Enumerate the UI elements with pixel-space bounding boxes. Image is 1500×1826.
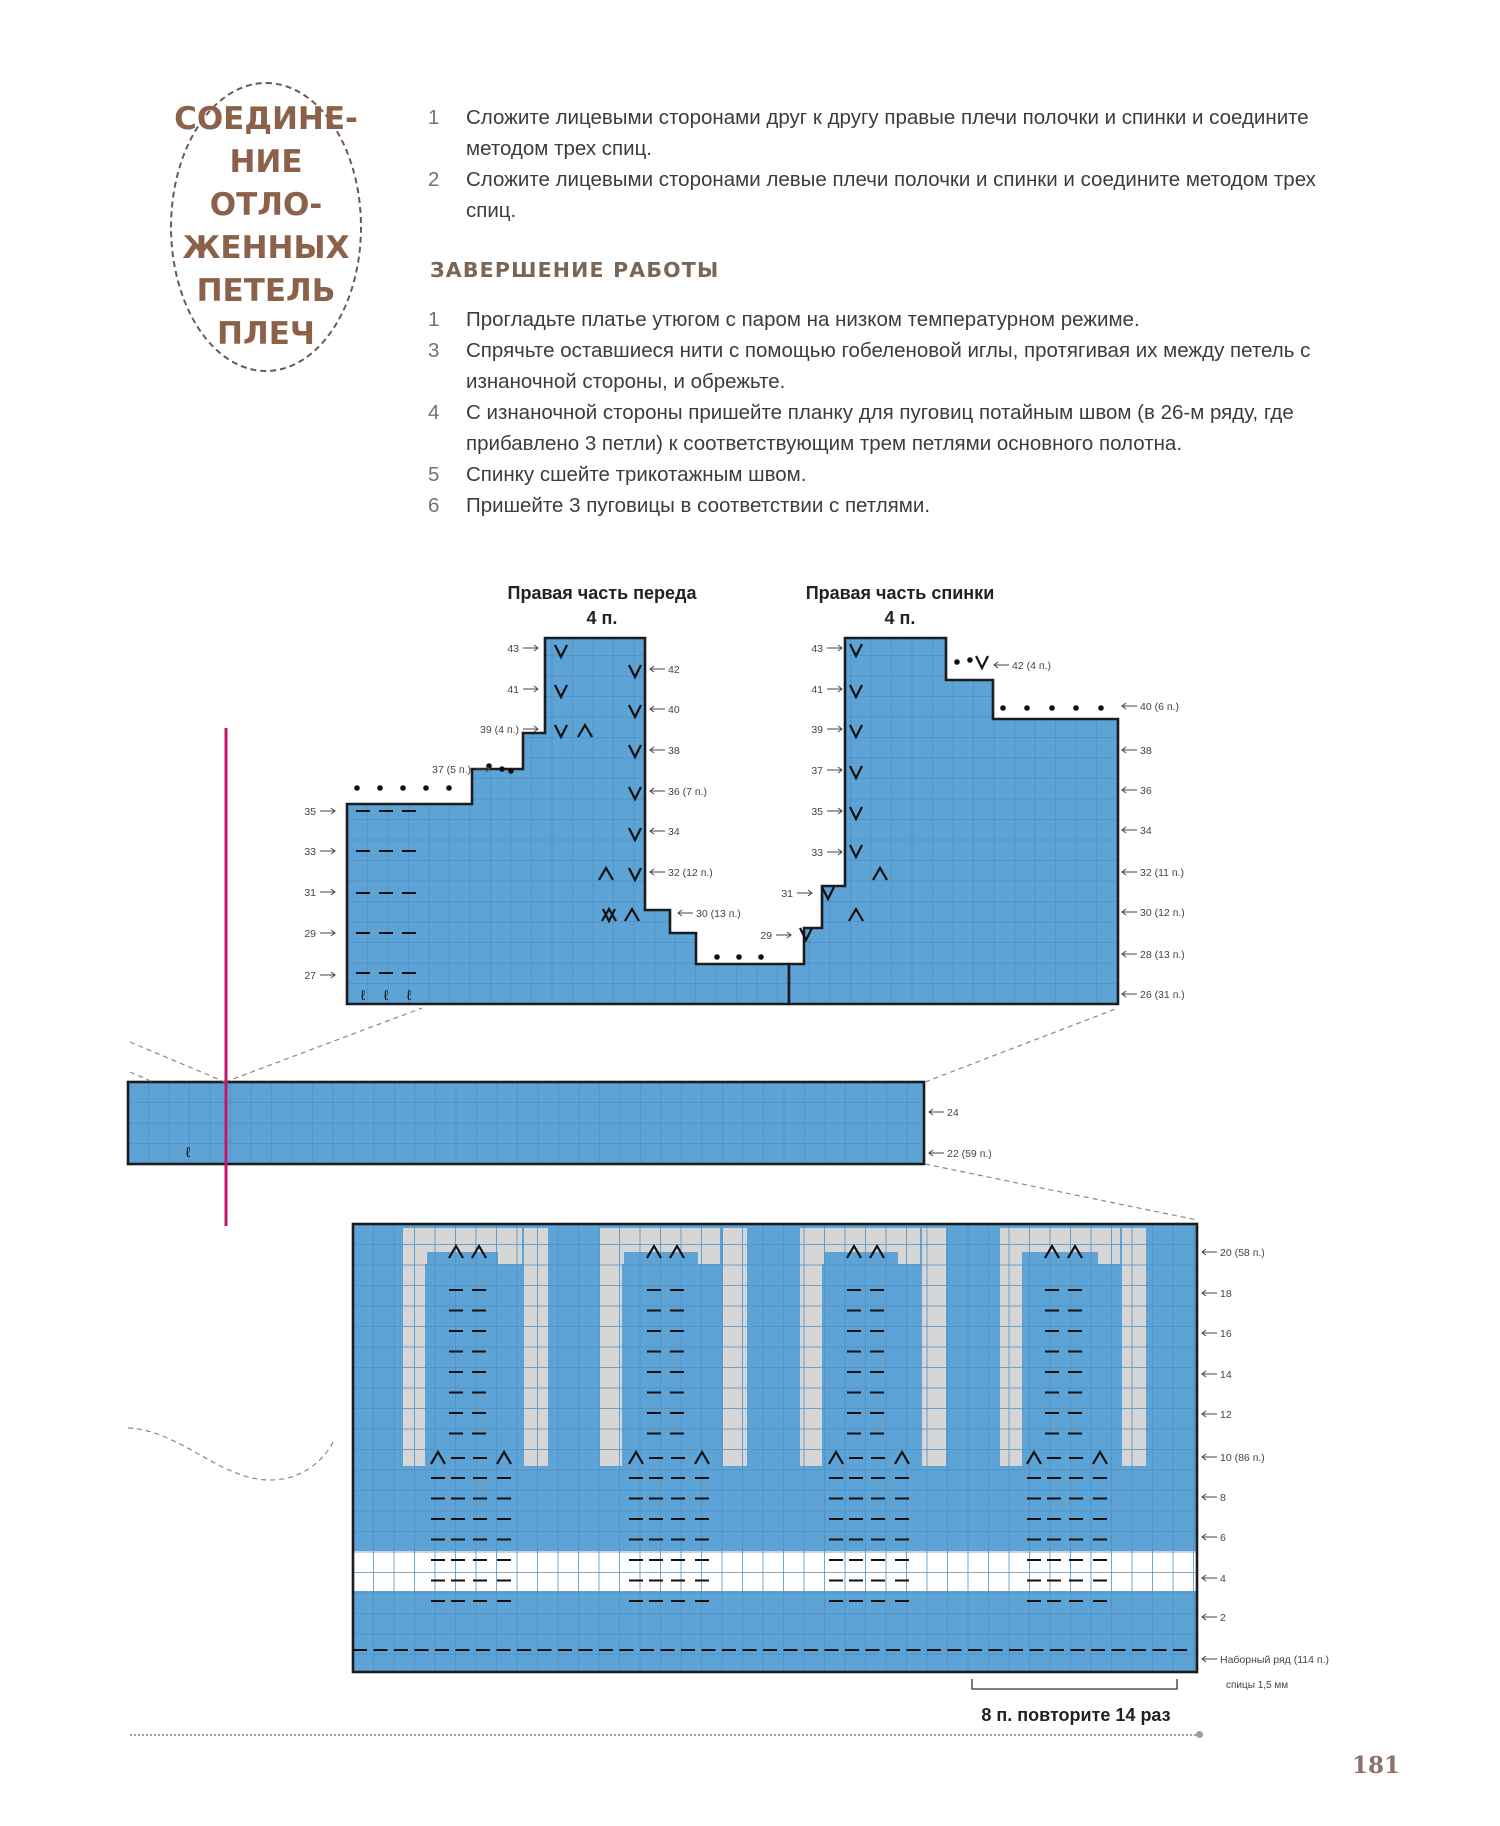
bind-off-dot xyxy=(954,659,960,665)
section-heading: ЗАВЕРШЕНИЕ РАБОТЫ xyxy=(430,258,720,282)
step-number: 5 xyxy=(428,463,440,486)
row-label: 41 xyxy=(507,684,519,696)
front-chart-title: Правая часть переда xyxy=(507,583,697,603)
connector-dashed xyxy=(925,1164,1197,1220)
row-label: 39 (4 п.) xyxy=(480,724,519,736)
connector-dashed xyxy=(130,1042,225,1082)
row-arrow xyxy=(776,932,791,938)
row-label: 33 xyxy=(304,846,316,858)
back-chart-title: Правая часть спинки xyxy=(805,583,995,603)
row-arrow xyxy=(1122,909,1137,915)
row-arrow xyxy=(827,645,842,651)
row-label: Наборный ряд (114 п.) xyxy=(1220,1654,1329,1666)
row-arrow xyxy=(1202,1614,1217,1620)
row-label: 42 (4 п.) xyxy=(1012,660,1051,672)
bind-off-dot xyxy=(446,785,452,791)
connector-dashed xyxy=(925,1008,1118,1082)
row-arrow xyxy=(929,1150,944,1156)
step-number: 6 xyxy=(428,494,440,517)
bind-off-dot xyxy=(1024,705,1030,711)
row-arrow xyxy=(827,686,842,692)
row-arrow xyxy=(650,828,665,834)
row-label: 28 (13 п.) xyxy=(1140,949,1185,961)
row-label: 37 (5 п.) xyxy=(432,764,471,776)
repeat-bracket xyxy=(972,1679,1177,1689)
bind-off-dot xyxy=(967,657,973,663)
step-text: Спрячьте оставшиеся нити с помощью гобеленовой иглы, протягивая их между петель с изнаночной стороны, и обрежьте. xyxy=(466,339,1311,393)
row-arrow xyxy=(827,767,842,773)
row-label: 34 xyxy=(668,826,680,838)
bind-off-dot xyxy=(377,785,383,791)
row-label: 31 xyxy=(781,888,793,900)
row-label: 26 (31 п.) xyxy=(1140,989,1185,1001)
row-arrow xyxy=(320,889,335,895)
row-arrow xyxy=(1122,747,1137,753)
row-arrow xyxy=(994,662,1009,668)
button-loop-symbol: ℓ xyxy=(360,987,366,1003)
step-text: Пришейте 3 пуговицы в соответствии с петлями. xyxy=(466,494,931,517)
row-arrow xyxy=(1202,1494,1217,1500)
row-arrow xyxy=(523,686,538,692)
row-label: 35 xyxy=(811,806,823,818)
row-label: 2 xyxy=(1220,1612,1226,1624)
row-arrow xyxy=(1202,1534,1217,1540)
row-label: 4 xyxy=(1220,1573,1226,1585)
row-arrow xyxy=(523,645,538,651)
row-label: 34 xyxy=(1140,825,1152,837)
row-arrow xyxy=(1202,1656,1217,1662)
bind-off-dot xyxy=(508,768,514,774)
bind-off-dot xyxy=(499,766,505,772)
step-text: Спинку сшейте трикотажным швом. xyxy=(466,463,807,486)
page-number: 181 xyxy=(1352,1752,1401,1779)
row-arrow xyxy=(1202,1411,1217,1417)
front-piece xyxy=(347,638,789,1004)
bind-off-dot xyxy=(1000,705,1006,711)
needle-note: спицы 1,5 мм xyxy=(1226,1680,1289,1691)
row-label: 20 (58 п.) xyxy=(1220,1247,1265,1259)
row-label: 36 xyxy=(1140,785,1152,797)
row-label: 32 (12 п.) xyxy=(668,867,713,879)
row-arrow xyxy=(1122,827,1137,833)
row-arrow xyxy=(929,1109,944,1115)
row-label: 10 (86 п.) xyxy=(1220,1452,1265,1464)
row-label: 27 xyxy=(304,970,316,982)
row-arrow xyxy=(523,726,538,732)
step-number: 4 xyxy=(428,401,440,424)
repeat-note: 8 п. повторите 14 раз xyxy=(981,1705,1171,1725)
row-label: 42 xyxy=(668,664,680,676)
row-arrow xyxy=(320,808,335,814)
row-arrow xyxy=(1122,951,1137,957)
front-chart-subtitle: 4 п. xyxy=(586,608,618,628)
row-arrow xyxy=(1122,787,1137,793)
bottom-rule xyxy=(130,1734,1200,1736)
step-number: 1 xyxy=(428,106,440,129)
chart-grid xyxy=(128,638,1197,1672)
step-number: 3 xyxy=(428,339,440,362)
row-label: 41 xyxy=(811,684,823,696)
row-arrow xyxy=(1122,869,1137,875)
row-label: 30 (12 п.) xyxy=(1140,907,1185,919)
row-label: 29 xyxy=(304,928,316,940)
row-label: 18 xyxy=(1220,1288,1232,1300)
badge-line: НИЕ ОТЛО- xyxy=(209,144,323,223)
row-label: 8 xyxy=(1220,1492,1226,1504)
step-text: Сложите лицевыми сторонами левые плечи полочки и спинки и соедините методом трех спиц. xyxy=(466,168,1316,222)
row-label: 29 xyxy=(760,930,772,942)
row-label: 6 xyxy=(1220,1532,1226,1544)
step-number: 1 xyxy=(428,308,440,331)
row-arrow xyxy=(1202,1290,1217,1296)
back-piece xyxy=(789,638,1118,1004)
row-label: 43 xyxy=(507,643,519,655)
row-label: 32 (11 п.) xyxy=(1140,867,1185,879)
bind-off-dot xyxy=(1049,705,1055,711)
bind-off-dot xyxy=(714,954,720,960)
row-arrow xyxy=(1122,991,1137,997)
row-arrow xyxy=(827,849,842,855)
row-label: 38 xyxy=(1140,745,1152,757)
row-arrow xyxy=(650,666,665,672)
row-label: 39 xyxy=(811,724,823,736)
row-arrow xyxy=(650,788,665,794)
badge-line: ПЛЕЧ xyxy=(217,316,315,352)
row-arrow xyxy=(1202,1371,1217,1377)
row-label: 37 xyxy=(811,765,823,777)
knit-v-symbol xyxy=(976,656,988,668)
button-loop-symbol: ℓ xyxy=(406,987,412,1003)
row-arrow xyxy=(650,747,665,753)
badge-line: СОЕДИНЕ- xyxy=(174,101,358,137)
row-label: 43 xyxy=(811,643,823,655)
bottom-rule-dot xyxy=(1196,1731,1203,1738)
row-arrow xyxy=(678,910,693,916)
row-label: 12 xyxy=(1220,1409,1232,1421)
badge-line: ЖЕННЫХ xyxy=(182,230,350,266)
row-arrow xyxy=(320,848,335,854)
row-arrow xyxy=(320,972,335,978)
connector-dashed xyxy=(225,1008,422,1082)
row-arrow xyxy=(650,869,665,875)
connector-dashed xyxy=(130,1072,153,1082)
row-label: 35 xyxy=(304,806,316,818)
back-chart-subtitle: 4 п. xyxy=(884,608,916,628)
button-loop-symbol: ℓ xyxy=(185,1144,191,1160)
step-text: Сложите лицевыми сторонами друг к другу правые плечи полочки и спинки и соедините методом трех спиц. xyxy=(466,106,1309,160)
row-label: 36 (7 п.) xyxy=(668,786,707,798)
row-arrow xyxy=(1202,1330,1217,1336)
step-text: С изнаночной стороны пришейте планку для пуговиц потайным швом (в 26-м ряду, где прибавлено 3 петли) к соответствующим трем петлями основного полотна. xyxy=(466,401,1294,455)
row-label: 40 (6 п.) xyxy=(1140,701,1179,713)
bind-off-dot xyxy=(736,954,742,960)
bind-off-dot xyxy=(354,785,360,791)
row-arrow xyxy=(1202,1454,1217,1460)
row-arrow xyxy=(1122,703,1137,709)
row-arrow xyxy=(1202,1575,1217,1581)
row-label: 22 (59 п.) xyxy=(947,1148,992,1160)
connector-curve xyxy=(128,1428,334,1480)
bind-off-dot xyxy=(400,785,406,791)
row-arrow xyxy=(827,726,842,732)
row-label: 40 xyxy=(668,704,680,716)
row-label: 38 xyxy=(668,745,680,757)
row-arrow xyxy=(827,808,842,814)
bind-off-dot xyxy=(1098,705,1104,711)
step-text: Прогладьте платье утюгом с паром на низком температурном режиме. xyxy=(466,308,1140,331)
step-number: 2 xyxy=(428,168,440,191)
row-label: 14 xyxy=(1220,1369,1232,1381)
bind-off-dot xyxy=(758,954,764,960)
bind-off-dot xyxy=(1073,705,1079,711)
row-label: 16 xyxy=(1220,1328,1232,1340)
bind-off-dot xyxy=(423,785,429,791)
row-arrow xyxy=(650,706,665,712)
row-arrow xyxy=(1202,1249,1217,1255)
row-label: 31 xyxy=(304,887,316,899)
row-arrow xyxy=(320,930,335,936)
row-label: 33 xyxy=(811,847,823,859)
row-arrow xyxy=(797,890,812,896)
badge-line: ПЕТЕЛЬ xyxy=(196,273,336,309)
button-loop-symbol: ℓ xyxy=(383,987,389,1003)
blue-inner-panel xyxy=(1022,1252,1098,1466)
row-label: 24 xyxy=(947,1107,959,1119)
row-label: 30 (13 п.) xyxy=(696,908,741,920)
